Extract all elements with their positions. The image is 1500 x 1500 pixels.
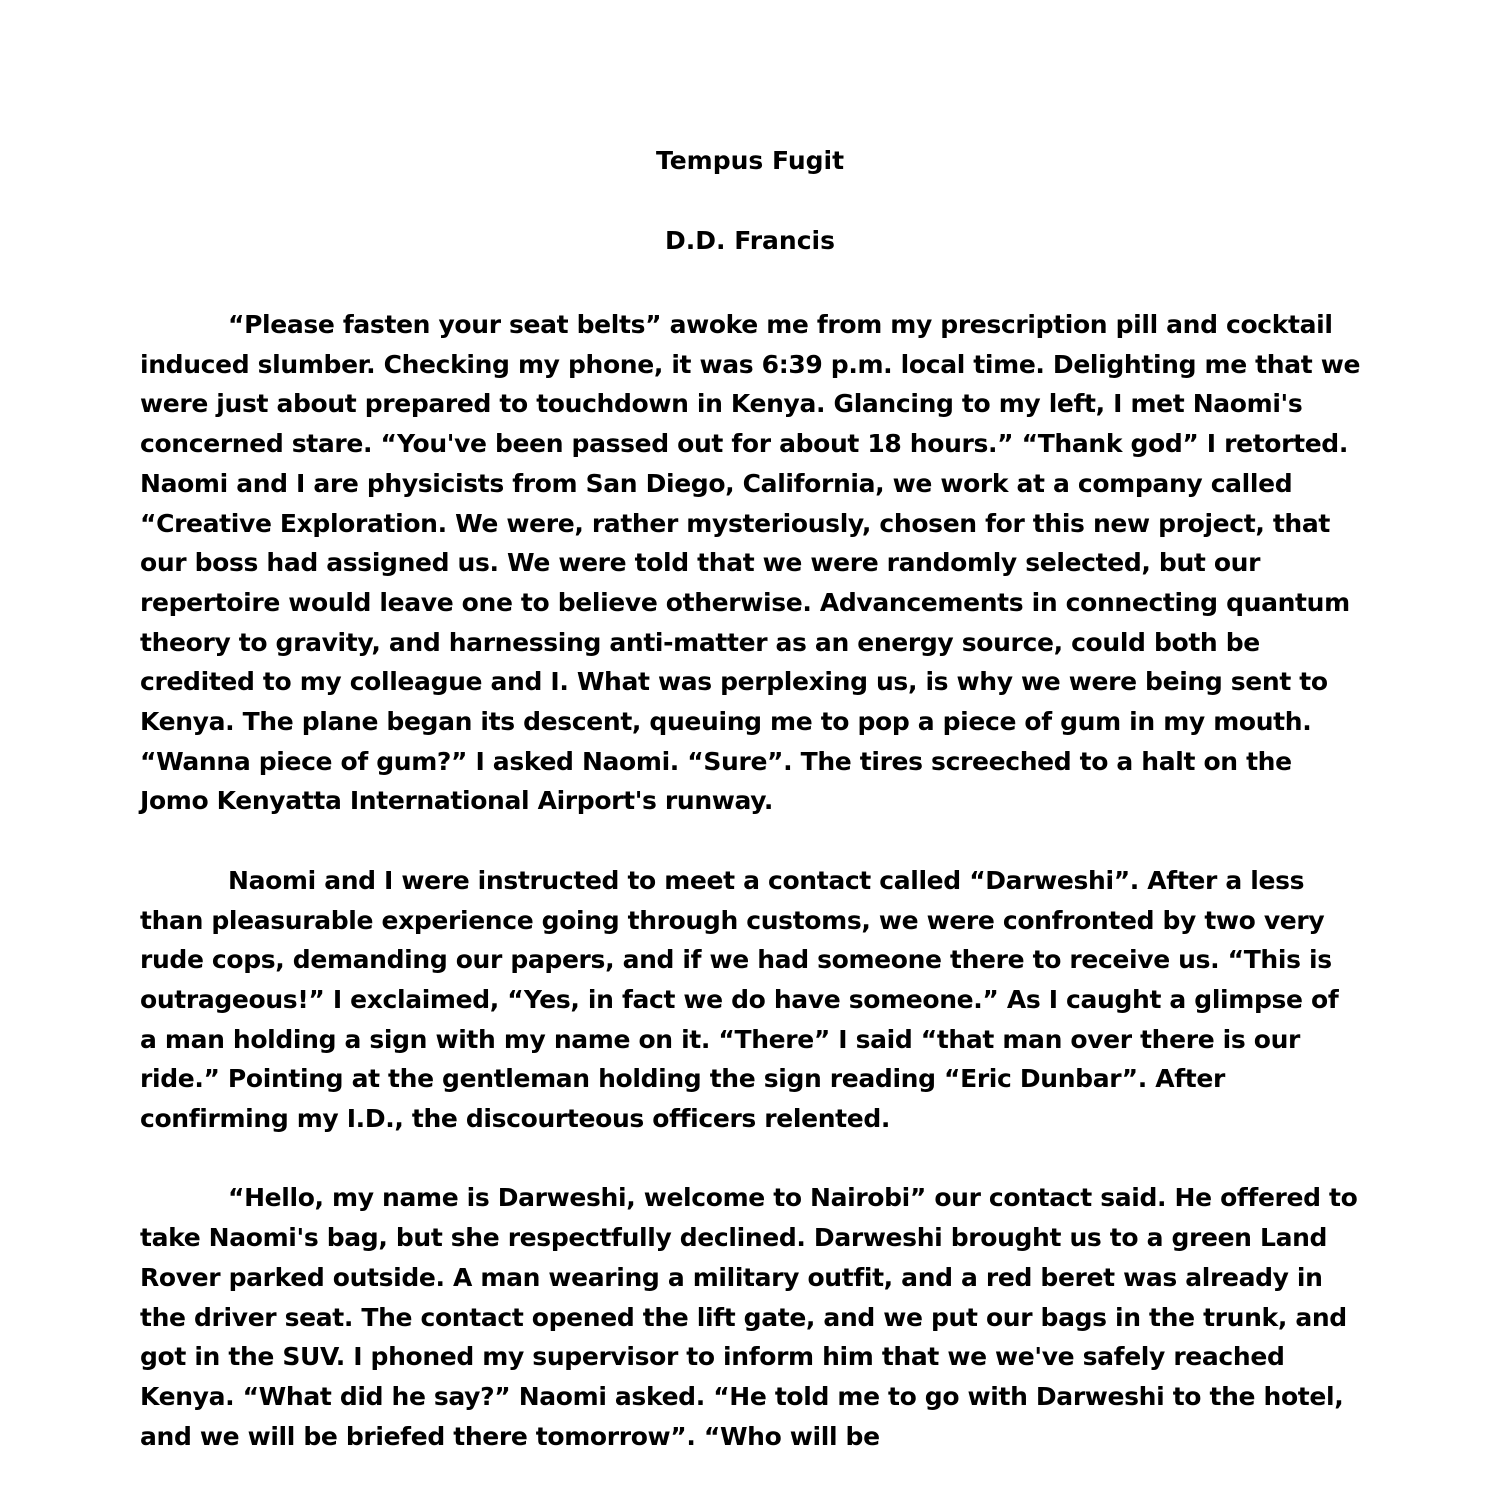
document-author: D.D. Francis [665,226,835,255]
document-body [140,305,1362,1496]
paragraph-3: “Hello, my name is Darweshi, welcome to Nairobi” our contact said. He offered to take Naomi's bag, but she respectfully declined. Darweshi brought us to a green Land Rover parked outside. A man wearing a military outfit, and a red beret was already in the driver seat. The contact opened the lift gate, and we put our bags in the trunk, and got in the SUV. I phoned my supervisor to inform him that we we've safely reached Kenya. “What did he say?” Naomi asked. “He told me to go with Darweshi to the hotel, and we will be briefed there tomorrow”. “Who will be [140,1183,1358,1451]
paragraph-2: Naomi and I were instructed to meet a contact called “Darweshi”. After a less than pleasurable experience going through customs, we were confronted by two very rude cops, demanding our papers, and if we had someone there to receive us. “This is outrageous!” I exclaimed, “Yes, in fact we do have someone.” As I caught a glimpse of a man holding a sign with my name on it. “There” I said “that man over there is our ride.” Pointing at the gentleman holding the sign reading “Eric Dunbar”. After confirming my I.D., the discourteous officers relented. [140,865,1339,1134]
document-title: Tempus Fugit [655,146,845,175]
paragraph-1: “Please fasten your seat belts” awoke me from my prescription pill and cocktail induced slumber. Checking my phone, it was 6:39 p.m. local time. Delighting me that we were just about prepared to touchdown in Kenya. Glancing to my left, I met Naomi's concerned stare. “You've been passed out for about 18 hours.” “Thank god” I retorted. Naomi and I are physicists from San Diego, California, we work at a company called “Creative Exploration. We were, rather mysteriously, chosen for this new project, that our boss had assigned us. We were told that we were randomly selected, but our repertoire would leave one to believe otherwise. Advancements in connecting quantum theory to gravity, and harnessing anti-matter as an energy source, could both be credited to my colleague and I. What was perplexing us, is why we were being sent to Kenya. The plane began its descent, queuing me to pop a piece of gum in my mouth. “Wanna piece of gum?” I asked Naomi. “Sure”. The tires screeched to a halt on the Jomo Kenyatta International Airport's runway. [140,310,1361,816]
